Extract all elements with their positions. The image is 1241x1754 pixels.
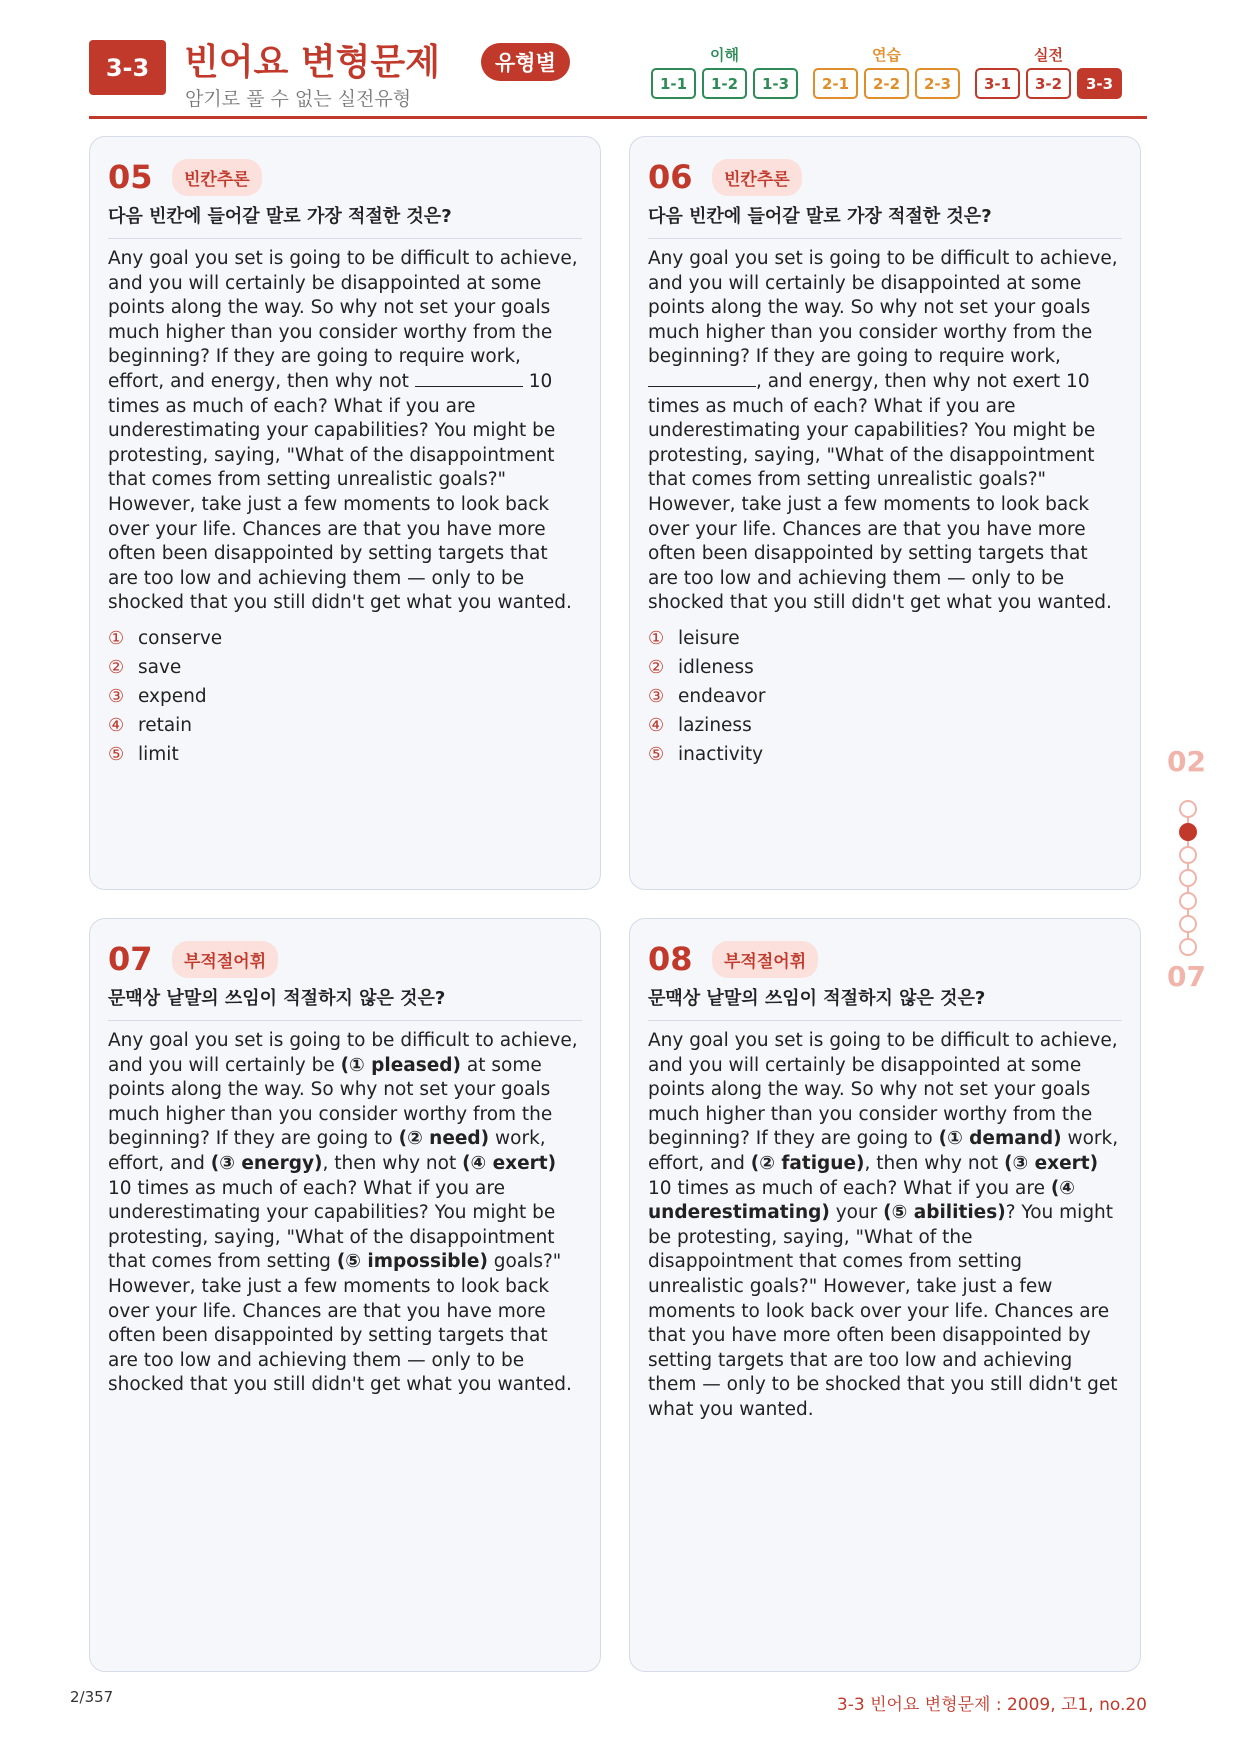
question-card-07	[89, 918, 601, 1672]
passage-text: Any goal you set is going to be difficult to achieve, and you will certainly be disappointed at some points along the way. So why not set your goals much higher than you consider worthy from the beginning? If they are going to require work,	[648, 248, 1118, 368]
marked-word: (⑤ abilities)	[883, 1202, 1006, 1224]
passage-text: Any goal you set is going to be difficult to achieve, and you will certainly be disappointed at some points along the way. So why not set your goals much higher than you consider worthy from the beginning? If they are going to require work, effort, and energy, then why not	[108, 248, 578, 392]
answer-options	[108, 624, 582, 769]
option-number: ②	[648, 656, 665, 678]
passage-text: 10 times as much of each? What if you are underestimating your capabilities? You might be protesting, saying, "What of the disappointment that comes from setting unrealistic goals?" However, take just a few moments to look back over your life. Chances are that you have more often been disappointed by setting targets that are too low and achieving them — only to be shocked that you still didn't get what you wanted.	[108, 370, 572, 614]
option-text: idleness	[678, 656, 754, 678]
answer-option[interactable]	[648, 711, 1122, 740]
question-card-05	[89, 136, 601, 890]
question-tag: 부적절어휘	[712, 941, 818, 978]
option-text: save	[138, 656, 182, 678]
side-nav-dot[interactable]	[1179, 800, 1197, 818]
passage	[108, 247, 582, 616]
option-text: retain	[138, 714, 193, 736]
option-text: endeavor	[678, 685, 766, 707]
option-text: laziness	[678, 714, 752, 736]
option-text: limit	[138, 743, 179, 765]
marked-word: (② fatigue)	[750, 1152, 865, 1174]
answer-option[interactable]	[108, 653, 582, 682]
side-nav-end: 07	[1167, 960, 1206, 993]
passage-text: Any goal you set is going to be difficult to achieve, and you will certainly be	[108, 1030, 578, 1076]
page-title: 빈어요 변형문제	[184, 42, 440, 83]
answer-option[interactable]	[648, 624, 1122, 653]
option-number: ③	[108, 685, 125, 707]
passage-text: work, effort, and	[648, 1128, 1119, 1174]
option-text: inactivity	[678, 743, 764, 765]
side-nav-dot[interactable]	[1179, 869, 1197, 887]
option-number: ②	[108, 656, 125, 678]
level-group-understand	[651, 45, 798, 99]
question-tag: 빈칸추론	[712, 159, 802, 196]
answer-option[interactable]	[108, 682, 582, 711]
question-tag: 빈칸추론	[172, 159, 262, 196]
level-group-practice	[813, 45, 960, 99]
side-nav-dot[interactable]	[1179, 892, 1197, 910]
passage	[108, 1029, 582, 1398]
option-number: ③	[648, 685, 665, 707]
level-group-label: 연습	[872, 46, 901, 64]
question-number: 06	[648, 158, 693, 196]
marked-word: (③ exert)	[1004, 1152, 1099, 1174]
answer-option[interactable]	[108, 711, 582, 740]
level-button-1-1[interactable]: 1-1	[651, 68, 696, 99]
passage-text: 10 times as much of each? What if you are	[648, 1177, 1051, 1199]
option-number: ①	[648, 627, 665, 649]
marked-word: (② need)	[398, 1128, 490, 1150]
level-button-3-3[interactable]: 3-3	[1077, 68, 1122, 99]
side-nav-dot[interactable]	[1179, 938, 1197, 956]
question-card-06	[629, 136, 1141, 890]
level-button-1-2[interactable]: 1-2	[702, 68, 747, 99]
passage-text: Any goal you set is going to be difficult to achieve, and you will certainly be disappointed at some points along the way. So why not set your goals much higher than you consider worthy from the beginning? If they are going to	[648, 1030, 1118, 1150]
question-tag: 부적절어휘	[172, 941, 278, 978]
passage-text: ? You might be protesting, saying, "What of the disappointment that comes from setting unrealistic goals?" However, take just a few moments to look back over your life. Chances are that you have more often been disappointed by setting targets that are too low and achieving them — only to be shocked that you still didn't get what you wanted.	[648, 1202, 1118, 1420]
question-prompt: 문맥상 낱말의 쓰임이 적절하지 않은 것은?	[648, 984, 1122, 1021]
answer-option[interactable]	[648, 740, 1122, 769]
question-prompt: 다음 빈칸에 들어갈 말로 가장 적절한 것은?	[108, 202, 582, 239]
answer-option[interactable]	[648, 653, 1122, 682]
answer-option[interactable]	[108, 624, 582, 653]
option-number: ⑤	[648, 743, 665, 765]
passage-text: your	[829, 1202, 884, 1224]
level-group-label: 실전	[1034, 46, 1063, 64]
answer-blank	[415, 370, 523, 387]
level-button-2-3[interactable]: 2-3	[915, 68, 960, 99]
answer-option[interactable]	[108, 740, 582, 769]
passage	[648, 1029, 1122, 1423]
source-citation: 3-3 빈어요 변형문제 : 2009, 고1, no.20	[836, 1695, 1147, 1715]
marked-word: (④ underestimating)	[648, 1177, 1075, 1224]
option-text: expend	[138, 685, 207, 707]
passage-text: , and energy, then why not exert 10 times as much of each? What if you are underestimating your capabilities? You might be protesting, saying, "What of the disappointment that comes from setting unrealistic goals?" However, take just a few moments to look back over your life. Chances are that you have more often been disappointed by setting targets that are too low and achieving them — only to be shocked that you still didn't get what you wanted.	[648, 370, 1112, 614]
level-button-2-2[interactable]: 2-2	[864, 68, 909, 99]
passage-text: , then why not	[322, 1152, 463, 1174]
option-number: ①	[108, 627, 125, 649]
option-number: ④	[648, 714, 665, 736]
passage-text: work, effort, and	[108, 1128, 546, 1174]
question-card-08	[629, 918, 1141, 1672]
marked-word: (④ exert)	[462, 1152, 557, 1174]
question-number: 07	[108, 940, 153, 978]
side-nav-dot[interactable]	[1179, 846, 1197, 864]
page-subtitle: 암기로 풀 수 없는 실전유형	[185, 88, 412, 110]
answer-blank	[648, 370, 756, 387]
level-button-3-2[interactable]: 3-2	[1026, 68, 1071, 99]
option-number: ④	[108, 714, 125, 736]
passage-text: goals?" However, take just a few moments to look back over your life. Chances are that you have more often been disappointed by setting targets that are too low and achieving them — only to be shocked that you still didn't get what you wanted.	[108, 1251, 572, 1396]
question-prompt: 문맥상 낱말의 쓰임이 적절하지 않은 것은?	[108, 984, 582, 1021]
type-pill: 유형별	[481, 43, 570, 81]
answer-option[interactable]	[648, 682, 1122, 711]
side-nav-dot[interactable]	[1179, 915, 1197, 933]
level-button-2-1[interactable]: 2-1	[813, 68, 858, 99]
marked-word: (③ energy)	[210, 1152, 323, 1174]
level-button-1-3[interactable]: 1-3	[753, 68, 798, 99]
answer-options	[648, 624, 1122, 769]
side-nav-dot[interactable]	[1179, 823, 1197, 841]
marked-word: (① demand)	[938, 1128, 1062, 1150]
passage-text: at some points along the way. So why not set your goals much higher than you consider worthy from the beginning? If they are going to	[108, 1054, 553, 1150]
page-number: 2/357	[70, 1688, 114, 1706]
marked-word: (⑤ impossible)	[336, 1251, 488, 1273]
option-text: leisure	[678, 627, 740, 649]
question-prompt: 다음 빈칸에 들어갈 말로 가장 적절한 것은?	[648, 202, 1122, 239]
header-divider	[89, 116, 1147, 119]
passage-text: 10 times as much of each? What if you are underestimating your capabilities? You might be protesting, saying, "What of the disappointment that comes from setting	[108, 1177, 556, 1273]
passage-text: , then why not	[864, 1152, 1005, 1174]
passage	[648, 247, 1122, 616]
option-text: conserve	[138, 627, 223, 649]
question-number: 08	[648, 940, 693, 978]
question-number: 05	[108, 158, 153, 196]
level-group-label: 이해	[710, 46, 739, 64]
level-group-actual	[975, 45, 1122, 99]
marked-word: (① pleased)	[340, 1054, 462, 1076]
option-number: ⑤	[108, 743, 125, 765]
section-badge: 3-3	[89, 40, 166, 95]
side-nav-start: 02	[1167, 745, 1206, 778]
level-button-3-1[interactable]: 3-1	[975, 68, 1020, 99]
